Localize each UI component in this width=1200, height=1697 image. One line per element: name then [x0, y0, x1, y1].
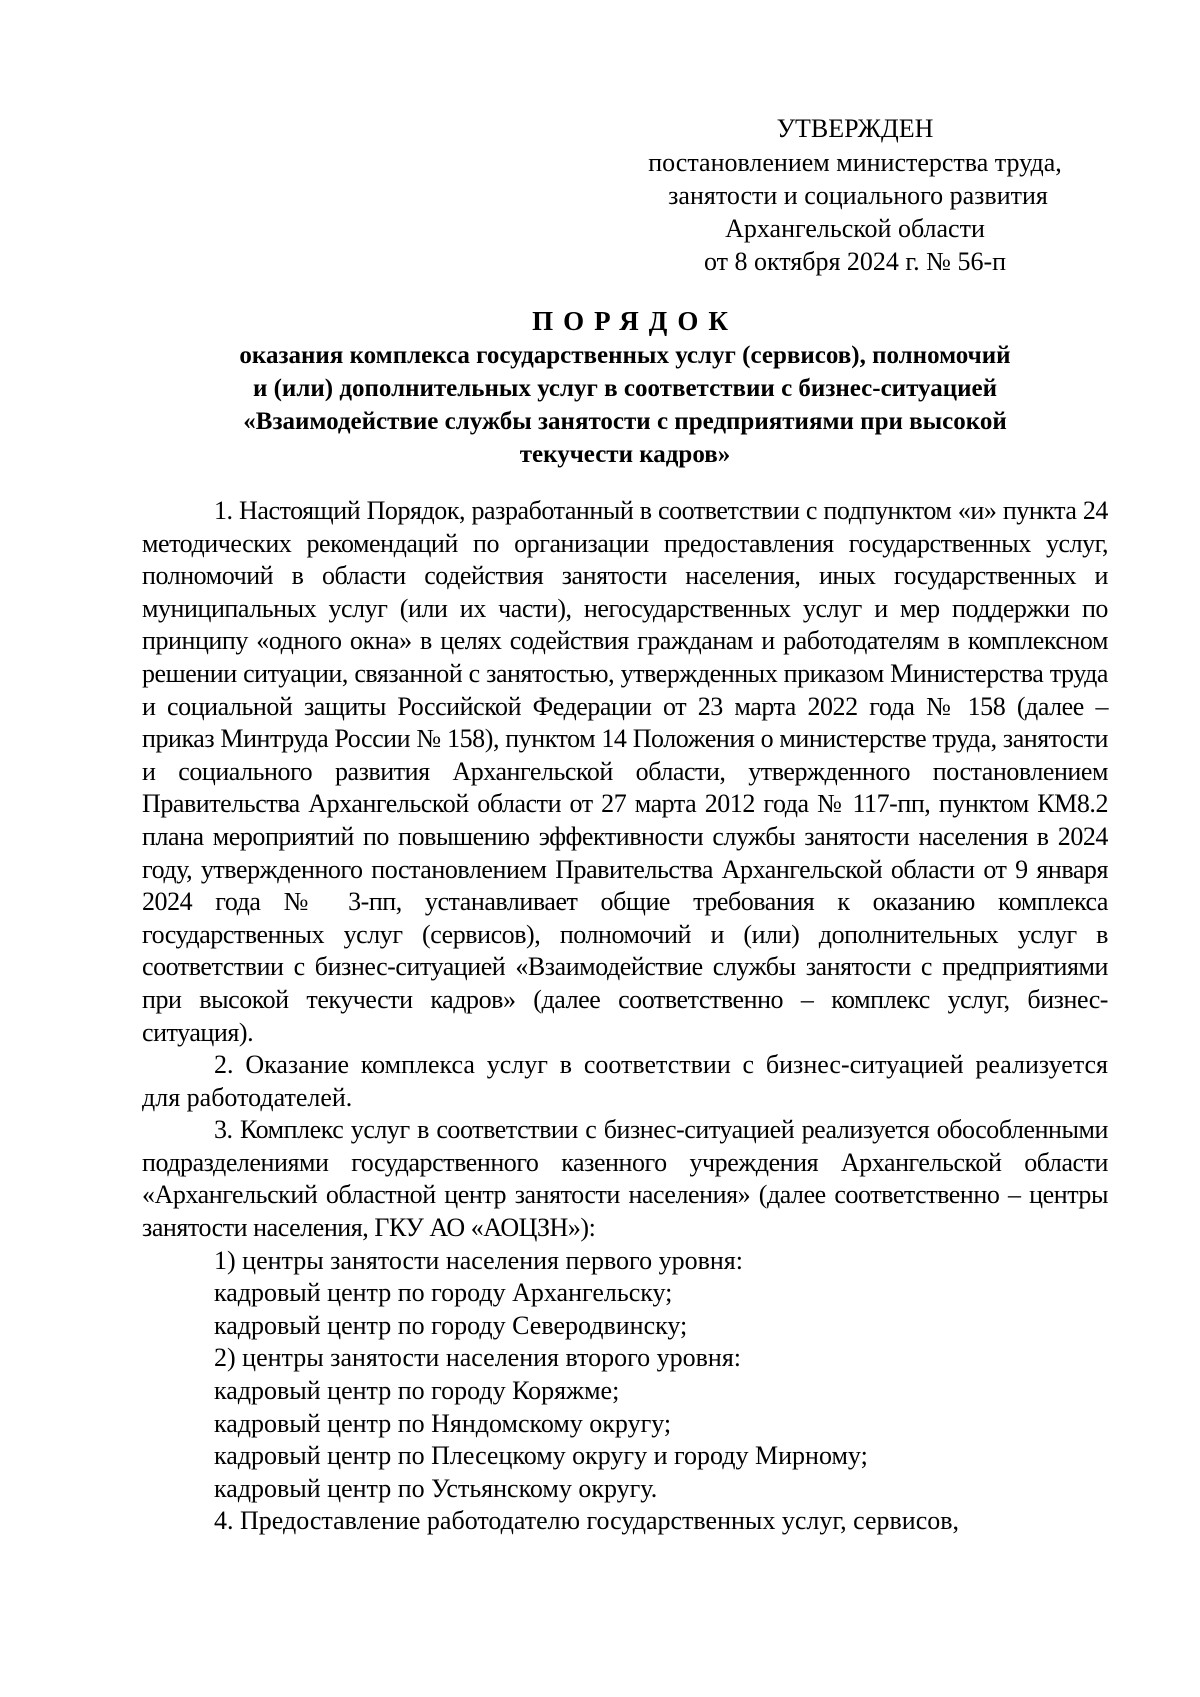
- paragraph-3: 3. Комплекс услуг в соответствии с бизнес-ситуацией реализуется обособленными подразделениями государственного казенного учреждения Архангельской области «Архангельский областной центр занятости населения» (далее соответственно – центры занятости населения, ГКУ АО «АОЦЗН»):: [142, 1115, 1108, 1243]
- approval-line-4: от 8 октября 2024 г. № 56-п: [703, 247, 1007, 276]
- approval-line-3: Архангельской области: [725, 214, 985, 243]
- paragraph-2: 2. Оказание комплекса услуг в соответствии с бизнес-ситуацией реализуется для работодателей.: [142, 1050, 1108, 1112]
- approval-title: УТВЕРЖДЕН: [776, 114, 934, 143]
- list-item: 1) центры занятости населения первого уровня:: [214, 1245, 743, 1275]
- list-item: кадровый центр по Устьянскому округу.: [214, 1473, 658, 1503]
- list-item: кадровый центр по городу Северодвинску;: [214, 1310, 688, 1340]
- paragraph-4: 4. Предоставление работодателю государственных услуг, сервисов,: [214, 1506, 960, 1536]
- document-body: [142, 495, 1108, 1538]
- document-title: [140, 304, 1110, 471]
- document-heading: ПОРЯДОК: [532, 306, 738, 336]
- list-item: кадровый центр по Няндомскому округу;: [214, 1408, 672, 1438]
- subtitle-line-1: оказания комплекса государственных услуг (сервисов), полномочий: [239, 342, 1011, 369]
- list-item: кадровый центр по городу Коряжме;: [214, 1376, 620, 1406]
- list-item: кадровый центр по Плесецкому округу и городу Мирному;: [214, 1441, 868, 1471]
- approval-line-2: занятости и социального развития: [668, 181, 1048, 210]
- list-item: 2) центры занятости населения второго уровня:: [214, 1343, 742, 1373]
- list-item: кадровый центр по городу Архангельску;: [214, 1278, 673, 1308]
- subtitle-line-4: текучести кадров»: [519, 441, 731, 468]
- paragraph-1: 1. Настоящий Порядок, разработанный в соответствии с подпунктом «и» пункта 24 методических рекомендаций по организации предоставления государственных услуг, полномочий в области содействия занятости населения, иных государственных и муниципальных услуг (или их части), негосударственных услуг и мер поддержки по принципу «одного окна» в целях содействия гражданам и работодателям в комплексном решении ситуации, связанной с занятостью, утвержденных приказом Министерства труда и социальной защиты Российской Федерации от 23 марта 2022 года № 158 (далее – приказ Минтруда России № 158), пунктом 14 Положения о министерстве труда, занятости и социального развития Архангельской области, утвержденного постановлением Правительства Архангельской области от 27 марта 2012 года № 117-пп, пунктом КМ8.2 плана мероприятий по повышению эффективности службы занятости населения в 2024 году, утвержденного постановлением Правительства Архангельской области от 9 января 2024 года № 3-пп, устанавливает общие требования к оказанию комплекса государственных услуг (сервисов), полномочий и (или) дополнительных услуг в соответствии с бизнес-ситуацией «Взаимодействие службы занятости с предприятиями при высокой текучести кадров» (далее соответственно – комплекс услуг, бизнес-ситуация).: [142, 496, 1108, 1047]
- subtitle-line-3: «Взаимодействие службы занятости с предприятиями при высокой: [243, 408, 1007, 435]
- approval-stamp: [620, 112, 1090, 278]
- approval-line-1: постановлением министерства труда,: [648, 148, 1062, 177]
- subtitle-line-2: и (или) дополнительных услуг в соответствии с бизнес-ситуацией: [252, 375, 998, 402]
